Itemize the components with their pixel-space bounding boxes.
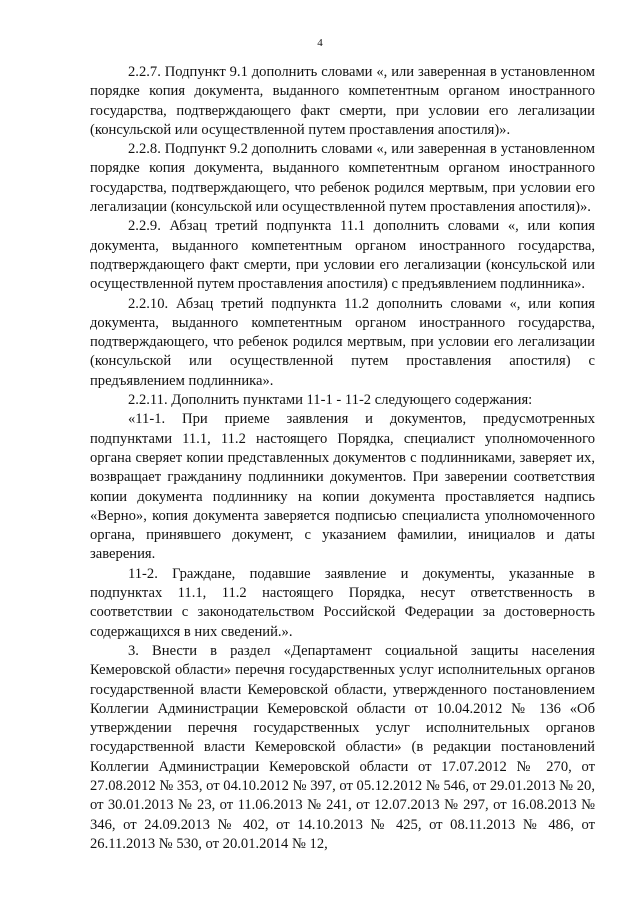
- document-body: [90, 63, 595, 854]
- paragraph-2-2-10: 2.2.10. Абзац третий подпункта 11.2 дополнить словами «, или копия документа, выданного компетентным органом иностранного государства, подтверждающего, что ребенок родился мертвым, при условии его легализации (консульской или осуществленной путем проставления апостиля) с предъявлением подлинника».: [90, 295, 595, 389]
- paragraph-2-2-8: 2.2.8. Подпункт 9.2 дополнить словами «, или заверенная в установленном порядке копия документа, выданного компетентным органом иностранного государства, подтверждающего, что ребенок родился мертвым, при условии его легализации (консульской или осуществленной путем проставления апостиля)».: [90, 141, 595, 216]
- paragraph-11-2: 11-2. Граждане, подавшие заявление и документы, указанные в подпунктах 11.1, 11.2 настоящего Порядка, несут ответственность в соответствии с законодательством Российской Федерации за достоверность содержащихся в них сведений.».: [90, 565, 595, 640]
- paragraph-3: 3. Внести в раздел «Департамент социальной защиты населения Кемеровской области» перечня государственных услуг исполнительных органов государственной власти Кемеровской области, утвержденного постановлением Коллегии Администрации Кемеровской области от 10.04.2012 № 136 «Об утверждении перечня государственных услуг исполнительных органов государственной власти Кемеровской области» (в редакции постановлений Коллегии Администрации Кемеровской области от 17.07.2012 № 270, от 27.08.2012 № 353, от 04.10.2012 № 397, от 05.12.2012 № 546, от 29.01.2013 № 20, от 30.01.2013 № 23, от 11.06.2013 № 241, от 12.07.2013 № 297, от 16.08.2013 № 346, от 24.09.2013 № 402, от 14.10.2013 № 425, от 08.11.2013 № 486, от 26.11.2013 № 530, от 20.01.2014 № 12,: [90, 642, 595, 852]
- paragraph-2-2-7: 2.2.7. Подпункт 9.1 дополнить словами «, или заверенная в установленном порядке копия документа, выданного компетентным органом иностранного государства, подтверждающего факт смерти, при условии его легализации (консульской или осуществленной путем проставления апостиля)».: [90, 64, 595, 138]
- paragraph-11-1: «11-1. При приеме заявления и документов, предусмотренных подпунктами 11.1, 11.2 настоящего Порядка, специалист уполномоченного органа сверяет копии представленных документов с подлинниками, заверяет их, возвращает гражданину подлинники документов. При заверении соответствия копии документа подлиннику на копии документа проставляется надпись «Верно», копия документа заверяется подписью специалиста уполномоченного органа, принявшего документ, с указанием фамилии, инициалов и даты заверения.: [90, 411, 595, 563]
- paragraph-2-2-11: 2.2.11. Дополнить пунктами 11-1 - 11-2 следующего содержания:: [128, 392, 533, 409]
- paragraph-2-2-9: 2.2.9. Абзац третий подпункта 11.1 дополнить словами «, или копия документа, выданного компетентным органом иностранного государства, подтверждающего факт смерти, при условии его легализации (консульской или осуществленной путем проставления апостиля) с предъявлением подлинника».: [90, 218, 595, 293]
- page-number: 4: [317, 37, 323, 49]
